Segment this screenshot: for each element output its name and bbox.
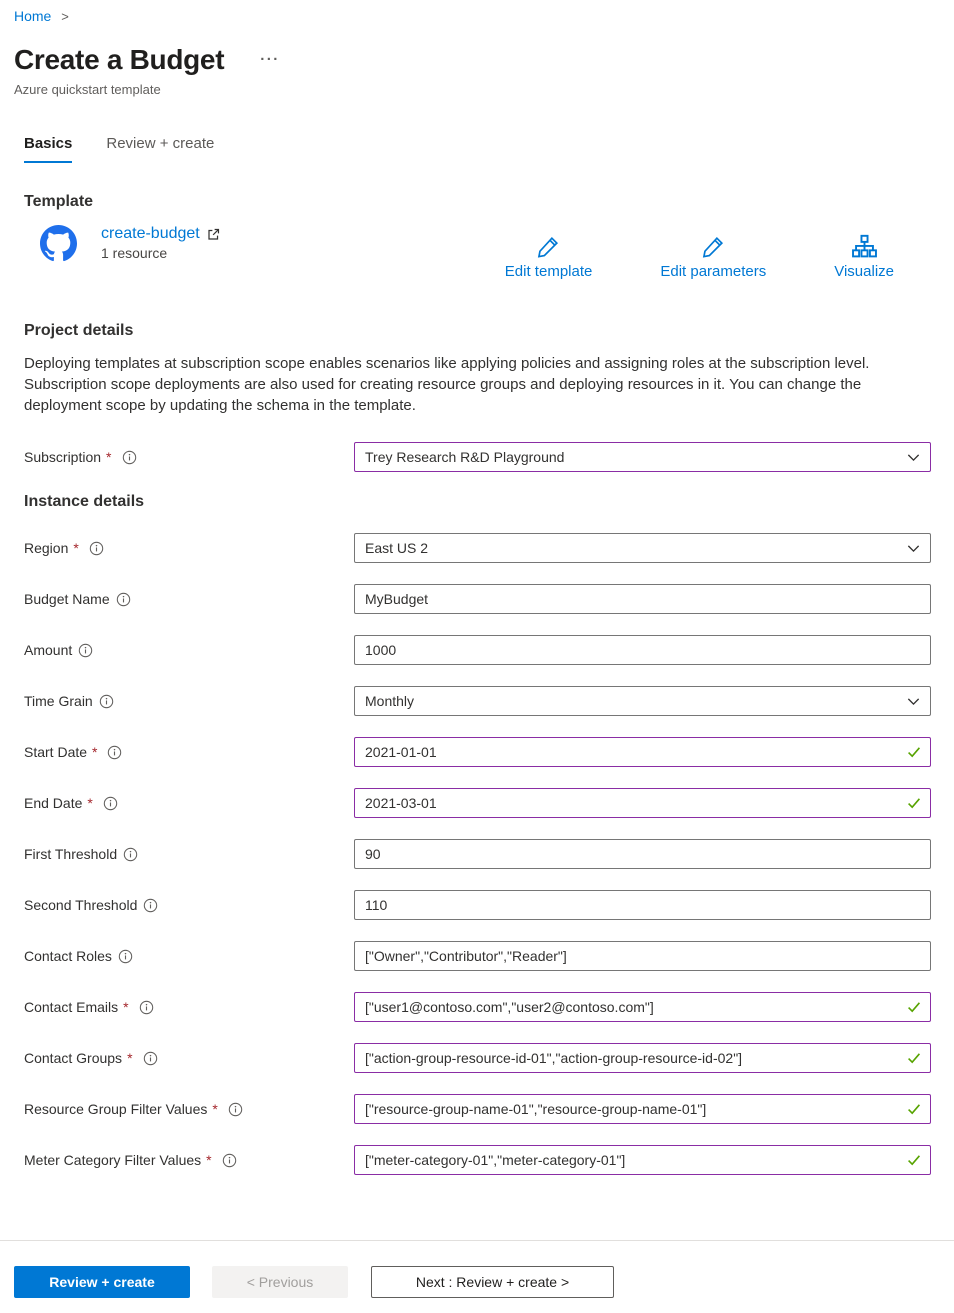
form-row bbox=[24, 442, 954, 472]
form-row bbox=[24, 890, 954, 920]
field-label: Contact Emails bbox=[24, 999, 119, 1015]
info-icon[interactable] bbox=[222, 1153, 237, 1168]
edit-template-button[interactable] bbox=[505, 233, 593, 280]
field-input[interactable] bbox=[354, 788, 931, 818]
form-row bbox=[24, 584, 954, 614]
field-label: Region bbox=[24, 540, 69, 556]
form-row bbox=[24, 941, 954, 971]
field-label: Contact Groups bbox=[24, 1050, 123, 1066]
visualize-button[interactable] bbox=[834, 233, 894, 280]
field-dropdown[interactable] bbox=[354, 533, 931, 563]
field-label: Time Grain bbox=[24, 693, 93, 709]
form-row bbox=[24, 1043, 954, 1073]
field-input[interactable] bbox=[354, 1145, 931, 1175]
section-heading-project-details: Project details bbox=[24, 322, 134, 339]
info-icon[interactable] bbox=[122, 450, 137, 465]
edit-template-label: Edit template bbox=[504, 263, 593, 280]
field-dropdown[interactable] bbox=[354, 442, 931, 472]
tab-review-create[interactable]: Review + create bbox=[106, 135, 215, 152]
info-icon[interactable] bbox=[118, 949, 133, 964]
pencil-icon bbox=[535, 233, 562, 260]
info-icon[interactable] bbox=[116, 592, 131, 607]
section-heading-template: Template bbox=[24, 193, 94, 210]
required-asterisk: * bbox=[73, 540, 79, 556]
previous-button[interactable]: < Previous bbox=[212, 1266, 348, 1298]
field-label: End Date bbox=[24, 795, 83, 811]
info-icon[interactable] bbox=[103, 796, 118, 811]
breadcrumb bbox=[0, 0, 954, 24]
field-label: Subscription bbox=[24, 449, 102, 465]
required-asterisk: * bbox=[106, 449, 112, 465]
required-asterisk: * bbox=[206, 1152, 212, 1168]
field-label: Second Threshold bbox=[24, 897, 138, 913]
valid-check-icon bbox=[906, 1101, 922, 1117]
visualize-label: Visualize bbox=[834, 263, 894, 280]
form-row bbox=[24, 635, 954, 665]
field-value: Monthly bbox=[365, 693, 415, 709]
resource-count: 1 resource bbox=[101, 245, 168, 261]
tab-bar bbox=[24, 135, 954, 163]
field-input[interactable] bbox=[354, 941, 931, 971]
form-row bbox=[24, 686, 954, 716]
info-icon[interactable] bbox=[78, 643, 93, 658]
page-subtitle: Azure quickstart template bbox=[14, 82, 161, 97]
valid-check-icon bbox=[906, 1152, 922, 1168]
field-input[interactable] bbox=[354, 839, 931, 869]
required-asterisk: * bbox=[212, 1101, 218, 1117]
field-value: Trey Research R&D Playground bbox=[365, 449, 565, 465]
github-icon bbox=[40, 225, 77, 262]
info-icon[interactable] bbox=[99, 694, 114, 709]
section-heading-instance-details: Instance details bbox=[24, 493, 145, 510]
form-row bbox=[24, 737, 954, 767]
field-dropdown[interactable] bbox=[354, 686, 931, 716]
page-title: Create a Budget bbox=[14, 44, 225, 75]
chevron-down-icon bbox=[906, 694, 921, 709]
field-value: East US 2 bbox=[365, 540, 429, 556]
repo-link[interactable]: create-budget bbox=[101, 225, 200, 242]
form-row bbox=[24, 533, 954, 563]
field-label: First Threshold bbox=[24, 846, 118, 862]
chevron-down-icon bbox=[906, 541, 921, 556]
field-label: Amount bbox=[24, 642, 73, 658]
valid-check-icon bbox=[906, 744, 922, 760]
form-row bbox=[24, 839, 954, 869]
info-icon[interactable] bbox=[89, 541, 104, 556]
edit-parameters-label: Edit parameters bbox=[660, 263, 767, 280]
project-description: Deploying templates at subscription scope enables scenarios like applying policies and assigning roles at the subscription level. Subscription scope deployments are also used for creating resource groups and deploying resources in it. You can change the deployment scope by updating the schema in the template. bbox=[24, 355, 870, 414]
external-link-icon[interactable] bbox=[206, 227, 221, 242]
required-asterisk: * bbox=[92, 744, 98, 760]
valid-check-icon bbox=[906, 1050, 922, 1066]
info-icon[interactable] bbox=[143, 1051, 158, 1066]
field-label: Meter Category Filter Values bbox=[24, 1152, 202, 1168]
footer-bar bbox=[0, 1240, 954, 1298]
field-label: Start Date bbox=[24, 744, 88, 760]
pencil-icon bbox=[700, 233, 727, 260]
next-review-create-button[interactable]: Next : Review + create > bbox=[371, 1266, 614, 1298]
form-row bbox=[24, 992, 954, 1022]
breadcrumb-home-link[interactable]: Home bbox=[14, 8, 52, 24]
review-create-button[interactable]: Review + create bbox=[14, 1266, 190, 1298]
field-input[interactable] bbox=[354, 992, 931, 1022]
required-asterisk: * bbox=[123, 999, 129, 1015]
project-fields bbox=[24, 442, 954, 472]
org-chart-icon bbox=[851, 233, 878, 260]
more-options-button[interactable]: ··· bbox=[260, 51, 280, 68]
valid-check-icon bbox=[906, 999, 922, 1015]
field-input[interactable] bbox=[354, 737, 931, 767]
field-input[interactable] bbox=[354, 635, 931, 665]
required-asterisk: * bbox=[87, 795, 93, 811]
edit-parameters-button[interactable] bbox=[660, 233, 766, 280]
field-input[interactable] bbox=[354, 1094, 931, 1124]
field-label: Resource Group Filter Values bbox=[24, 1101, 208, 1117]
form-row bbox=[24, 1145, 954, 1175]
field-label: Budget Name bbox=[24, 591, 110, 607]
tab-basics[interactable]: Basics bbox=[24, 135, 72, 163]
field-label: Contact Roles bbox=[24, 948, 112, 964]
info-icon[interactable] bbox=[139, 1000, 154, 1015]
field-input[interactable] bbox=[354, 584, 931, 614]
info-icon[interactable] bbox=[228, 1102, 243, 1117]
required-asterisk: * bbox=[127, 1050, 133, 1066]
instance-fields bbox=[24, 533, 954, 1175]
form-row bbox=[24, 1094, 954, 1124]
valid-check-icon bbox=[906, 795, 922, 811]
info-icon[interactable] bbox=[107, 745, 122, 760]
chevron-down-icon bbox=[906, 450, 921, 465]
info-icon[interactable] bbox=[123, 847, 138, 862]
form-row bbox=[24, 788, 954, 818]
field-input[interactable] bbox=[354, 890, 931, 920]
info-icon[interactable] bbox=[143, 898, 158, 913]
field-input[interactable] bbox=[354, 1043, 931, 1073]
breadcrumb-separator: > bbox=[61, 9, 69, 24]
